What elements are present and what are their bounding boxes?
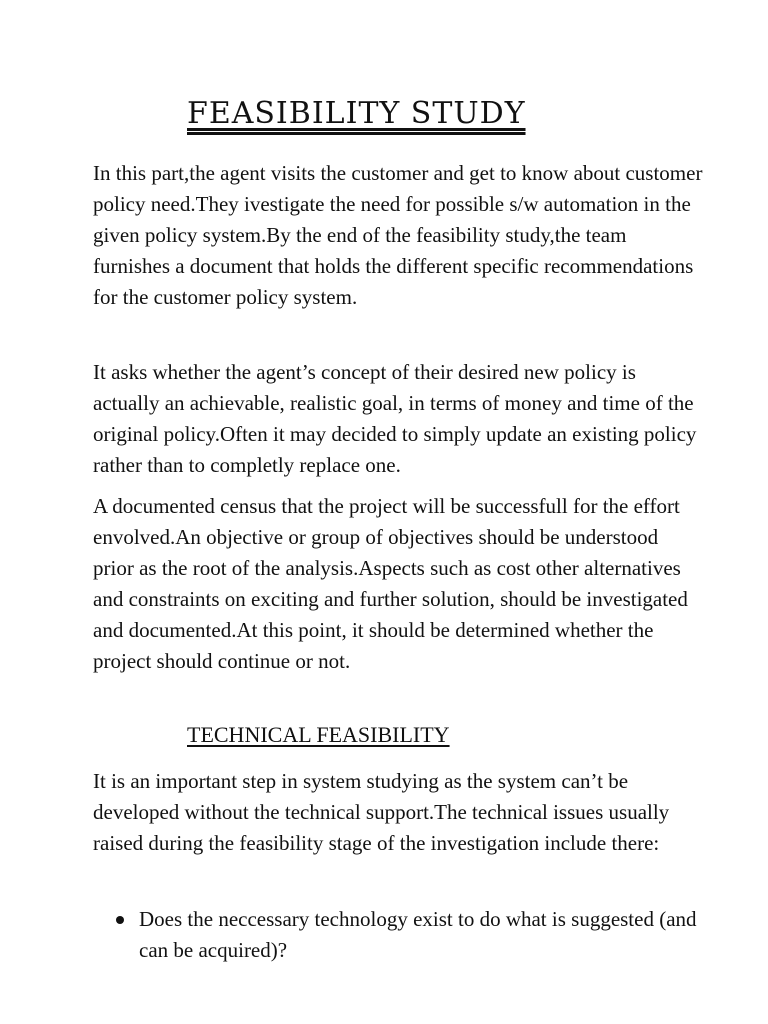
bullet-list	[93, 904, 713, 966]
paragraph-intro: In this part,the agent visits the customer and get to know about customer policy need.They ivestigate the need for possible s/w automation in the given policy system.By the end of the feasibility study,the team furnishes a document that holds the different specific recommendations for the customer policy system.	[93, 161, 703, 309]
paragraph-census: A documented census that the project will be successfull for the effort envolved.An objective or group of objectives should be understood prior as the root of the analysis.Aspects such as cost other alternatives and constraints on exciting and further solution, should be investigated and documented.At this point, it should be determined whether the project should continue or not.	[93, 494, 688, 673]
paragraph-concept: It asks whether the agent’s concept of their desired new policy is actually an achievable, realistic goal, in terms of money and time of the original policy.Often it may decided to simply update an existing policy rather than to completly replace one.	[93, 360, 697, 477]
list-item	[93, 904, 713, 966]
list-item-text: Does the neccessary technology exist to do what is suggested (and can be acquired)?	[139, 907, 697, 962]
section-heading-technical: TECHNICAL FEASIBILITY	[187, 722, 450, 747]
paragraph-technical: It is an important step in system studying as the system can’t be developed without the technical support.The technical issues usually raised during the feasibility stage of the investigation include there:	[93, 769, 670, 855]
bullet-icon	[116, 916, 124, 924]
page-title: FEASIBILITY STUDY	[187, 96, 526, 131]
